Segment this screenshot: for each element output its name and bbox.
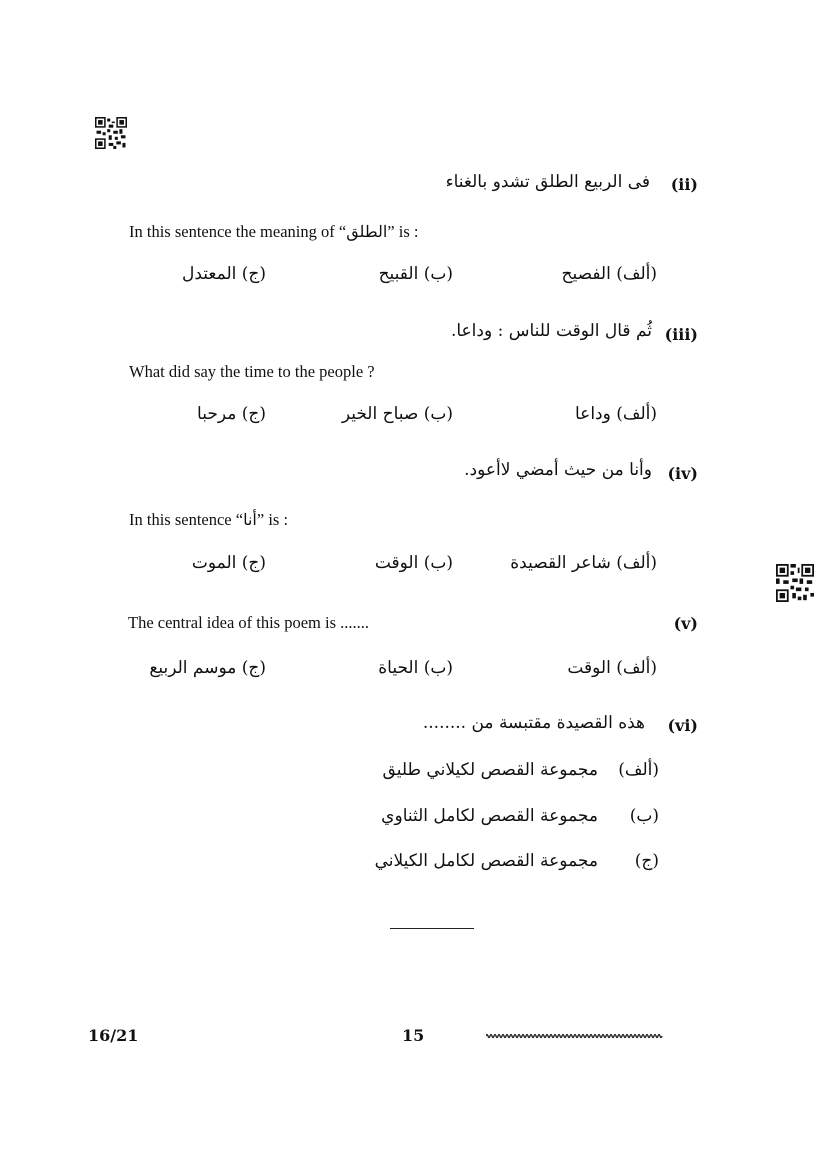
qr-code-icon bbox=[776, 564, 814, 602]
question-number: (iii) bbox=[664, 325, 698, 344]
question-number: (ii) bbox=[670, 175, 698, 194]
option-alif: (ألف) الوقت bbox=[567, 658, 657, 678]
option-ba-text: مجموعة القصص لكامل الثناوي bbox=[381, 806, 598, 826]
qr-code-icon bbox=[95, 117, 127, 149]
option-alif: (ألف) وداعا bbox=[575, 404, 657, 424]
option-alif: (ألف) شاعر القصيدة bbox=[510, 553, 657, 573]
paper-code: 16/21 bbox=[88, 1026, 139, 1045]
question-stem-arabic: ثُم قال الوقت للناس : وداعا. bbox=[450, 321, 652, 341]
page-number: 15 bbox=[402, 1026, 425, 1045]
option-ba: (ب) صباح الخير bbox=[341, 404, 453, 424]
question-number: (v) bbox=[673, 614, 698, 633]
option-ba: (ب) الوقت bbox=[374, 553, 453, 573]
question-stem-arabic: وأنا من حيث أمضي لاأعود. bbox=[464, 460, 652, 480]
question-number: (vi) bbox=[667, 716, 698, 735]
question-stem-arabic: فی الربیع الطلق تشدو بالغناء bbox=[445, 172, 650, 192]
option-jim-label: (ج) bbox=[634, 851, 659, 871]
question-prompt-english: In this sentence the meaning of “الطلق” is : bbox=[129, 222, 419, 241]
question-prompt-english: What did say the time to the people ? bbox=[129, 362, 375, 381]
end-of-section-rule bbox=[390, 928, 474, 929]
option-jim: (ج) مرحبا bbox=[197, 404, 266, 424]
question-prompt-english: The central idea of this poem is ....... bbox=[128, 613, 370, 632]
option-alif-text: مجموعة القصص لكيلاني طليق bbox=[382, 760, 598, 780]
option-alif-label: (ألف) bbox=[618, 760, 659, 780]
option-ba: (ب) الحياة bbox=[378, 658, 453, 678]
option-jim-text: مجموعة القصص لكامل الكيلاني bbox=[374, 851, 598, 871]
option-alif: (ألف) الفصيح bbox=[561, 264, 657, 284]
option-ba-label: (ب) bbox=[629, 806, 659, 826]
question-number: (iv) bbox=[667, 464, 698, 483]
option-jim: (ج) الموت bbox=[191, 553, 266, 573]
option-ba: (ب) القبيح bbox=[378, 264, 453, 284]
option-jim: (ج) المعتدل bbox=[182, 264, 266, 284]
question-stem-arabic: هذه القصيدة مقتبسة من ........ bbox=[422, 713, 645, 733]
option-jim: (ج) موسم الربيع bbox=[149, 658, 266, 678]
wavy-line-decoration bbox=[486, 1031, 664, 1041]
question-prompt-english: In this sentence “أنا” is : bbox=[129, 510, 289, 529]
